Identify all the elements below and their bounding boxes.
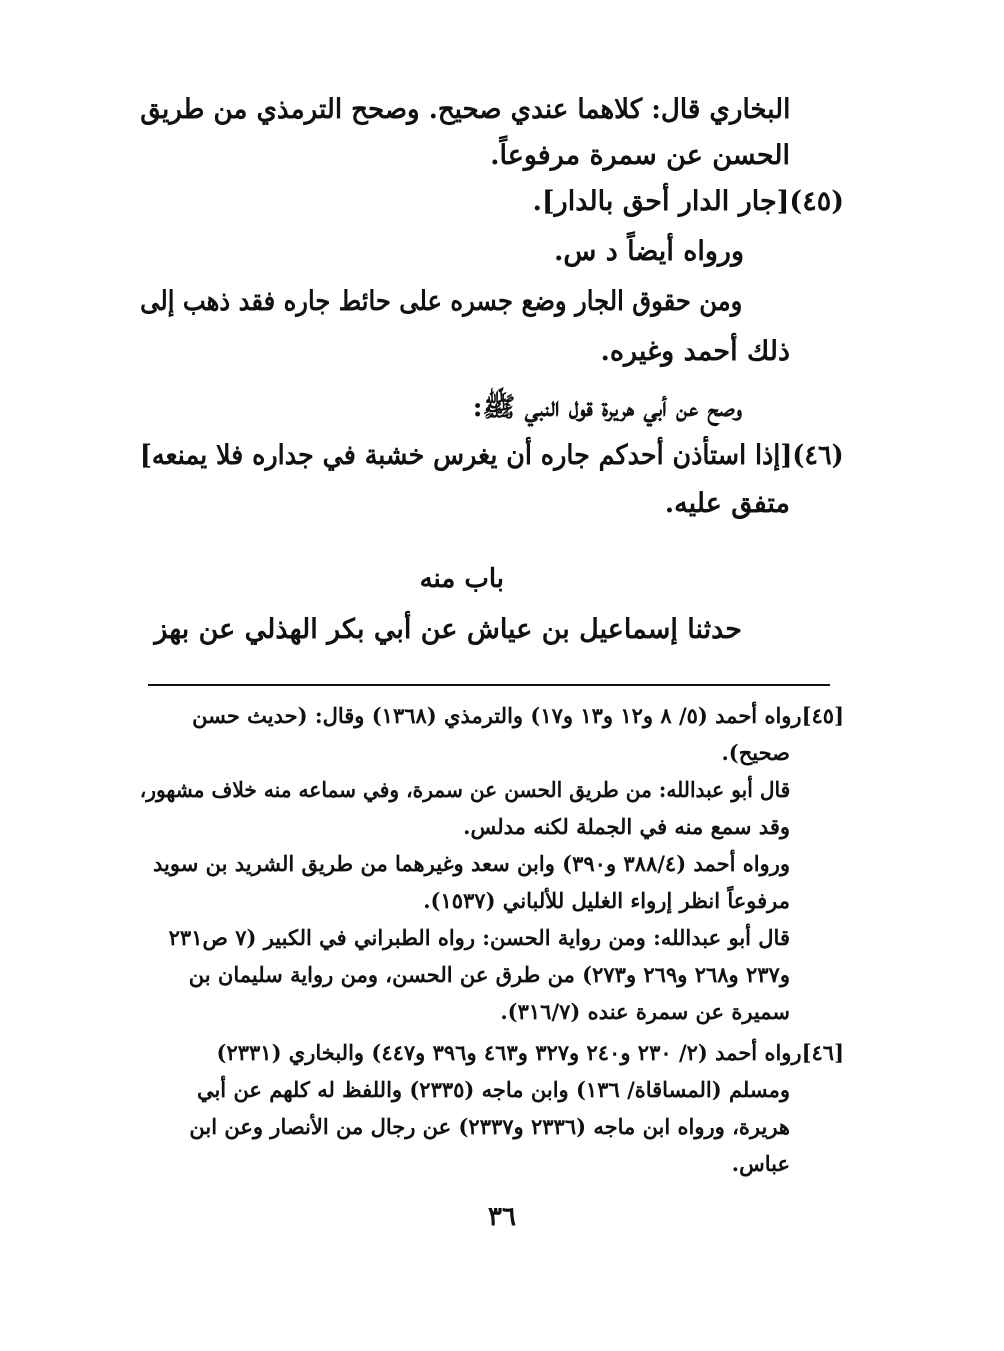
footnote-line-9: سميرة عن سمرة عنده (٣١٦/٧). [500,999,790,1024]
page-number: ٣٦ [488,1202,516,1232]
footnote-line-6: مرفوعاً انظر إرواء الغليل للألباني (١٥٣٧). [423,888,790,913]
footnote-line-4: وقد سمع منه في الجملة لكنه مدلس. [463,814,790,839]
footnote-line-12: هريرة، ورواه ابن ماجه (٢٣٣٦ و٢٣٣٧) عن رجال من الأنصار وعن ابن [189,1114,790,1139]
footnote-line-1: [٤٥]رواه أحمد (٥/ ٨ و١٢ و١٣ و١٧) والترمذي (١٣٦٨) وقال: (حديث حسن [192,703,844,728]
footnote-line-3: قال أبو عبدالله: من طريق الحسن عن سمرة، وفي سماعه منه خلاف مشهور، [139,777,790,802]
footnote-line-5: ورواه أحمد (٣٨٨/٤ و٣٩٠) وابن سعد وغيرهما من طريق الشريد بن سويد [152,851,790,876]
main-text-line-5: ومن حقوق الجار وضع جسره على حائط جاره فقد ذهب إلى [139,286,742,317]
hadith-46-text: (٤٦)[إذا استأذن أحدكم جاره أن يغرس خشبة في جداره فلا يمنعه] [140,440,844,471]
main-text-line-6: ذلك أحمد وغيره. [600,336,790,367]
footnote-line-11: ومسلم (المساقاة/ ١٣٦) وابن ماجه (٢٣٣٥) واللفظ له كلهم عن أبي [196,1077,790,1102]
section-heading: باب منه [419,564,504,594]
hadith-45-heading: (٤٥)[جار الدار أحق بالدار]. [532,186,844,217]
footnote-line-2: صحيح). [721,740,790,765]
main-text-line-10: حدثنا إسماعيل بن عياش عن أبي بكر الهذلي عن بهز [154,614,742,645]
footnote-separator [148,684,830,686]
footnote-line-10: [٤٦]رواه أحمد (٢/ ٢٣٠ و٢٤٠ و٣٢٧ و٤٦٣ و٣٩٦ و٤٤٧) والبخاري (٢٣٣١) [216,1040,844,1065]
main-text-line-1: البخاري قال: كلاهما عندي صحيح. وصحح الترمذي من طريق [139,94,790,125]
main-text-line-2: الحسن عن سمرة مرفوعاً. [490,140,790,171]
main-text-line-9: متفق عليه. [664,488,790,519]
footnote-line-7: قال أبو عبدالله: ومن رواية الحسن: رواه الطبراني في الكبير (٧ ص٢٣١ [168,925,790,950]
footnote-line-13: عباس. [731,1151,790,1176]
footnote-line-8: و٢٣٧ و٢٦٨ و٢٦٩ و٢٧٣) من طرق عن الحسن، ومن رواية سليمان بن [188,962,790,987]
main-text-line-4: ورواه أيضاً د س. [553,236,744,267]
main-text-line-7: وصح عن أبي هريرة قول النبي ﷺ: [472,392,742,423]
